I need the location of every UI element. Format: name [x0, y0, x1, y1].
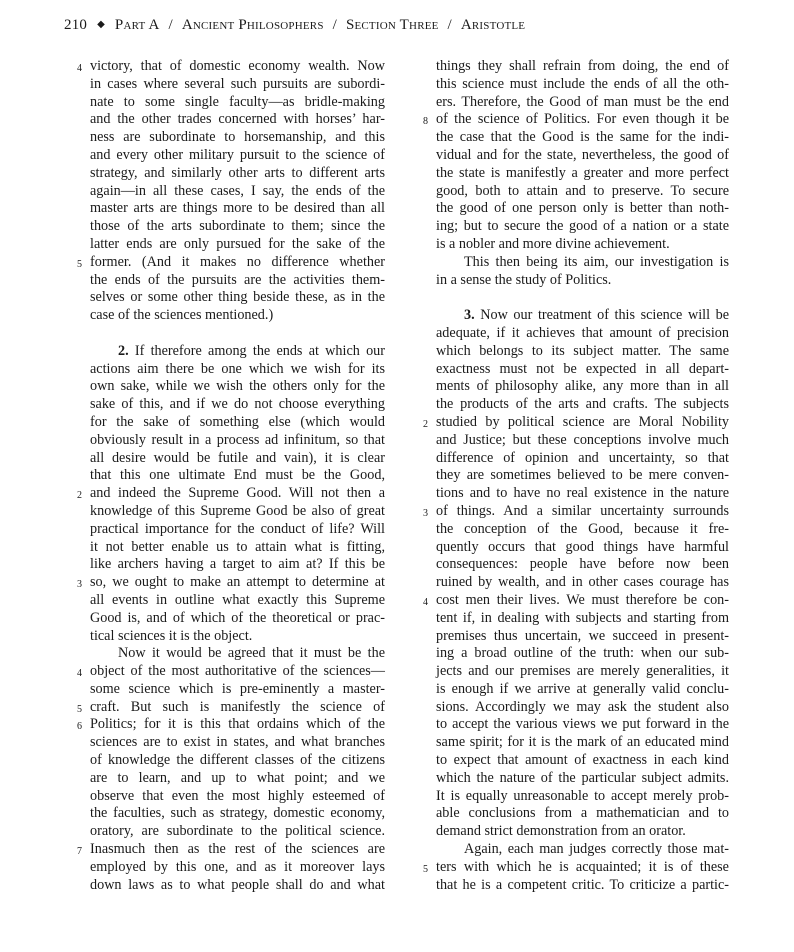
line-text: that he is a competent critic. To criticize a partic-: [436, 876, 729, 893]
text-line: [423, 413, 729, 432]
line-text: obviously result in a process ad infinitum, so that: [90, 431, 385, 448]
paragraph-gap: [90, 325, 385, 343]
line-text: in cases where several such pursuits are subordi-: [90, 75, 385, 92]
text-line: [90, 94, 385, 112]
line-text: and every other military pursuit to the science of: [90, 146, 385, 163]
text-line: [90, 272, 385, 290]
text-line: [90, 76, 385, 94]
line-text: and the other trades concerned with horses’ har-: [90, 111, 385, 128]
text-line: [77, 663, 385, 681]
line-text: good, both to attain and to preserve. To secure: [436, 182, 729, 199]
line-text: victory, that of domestic economy wealth. Now: [90, 58, 385, 74]
margin-line-marker: 3: [77, 579, 82, 591]
line-text: oratory, are subordinate to the political science.: [90, 823, 385, 840]
line-text: If therefore among the ends at which our: [134, 342, 386, 359]
margin-line-marker: 7: [77, 846, 82, 858]
line-text: the state is manifestly a greater and more perfect: [436, 164, 729, 181]
line-text: of things. And a similar uncertainty surrounds: [436, 502, 729, 519]
text-line: [436, 485, 729, 503]
line-text: demand strict demonstration from an orator.: [436, 823, 686, 840]
text-line: [90, 343, 385, 361]
line-text: premises thus uncertain, we succeed in present-: [436, 627, 729, 644]
line-text: strategy, and similarly other arts to different arts: [90, 164, 385, 181]
line-text: and Justice; but these conceptions involve much: [436, 431, 729, 448]
header-bullet-icon: ◆: [97, 19, 105, 30]
line-text: in a sense the study of Politics.: [436, 271, 612, 288]
text-line: [436, 378, 729, 396]
text-line: [90, 218, 385, 236]
text-line: [436, 218, 729, 236]
line-text: master arts are things more to be desired than all: [90, 200, 385, 217]
text-line: [90, 450, 385, 468]
text-line: [90, 361, 385, 379]
text-line: [423, 111, 729, 129]
text-line: [436, 396, 729, 414]
header-section: Section Three: [345, 17, 439, 33]
line-text: latter ends are only pursued for the sake of the: [90, 235, 385, 252]
text-line: [77, 485, 385, 503]
line-text: to expect that amount of exactness in each kind: [436, 752, 729, 769]
text-line: [436, 823, 729, 841]
line-text: Politics; for it is this that ordains which of the: [90, 716, 385, 733]
text-line: [436, 539, 729, 557]
line-text: Now our treatment of this science will be: [480, 307, 730, 324]
line-text: that this one ultimate End must be the Good,: [90, 467, 385, 484]
line-text: former. (And it makes no difference whether: [90, 253, 385, 270]
text-line: [436, 877, 729, 895]
line-text: ruined by wealth, and in other cases courage has: [436, 574, 729, 591]
line-text: the good of one person only is better than noth-: [436, 200, 729, 217]
text-line: [436, 841, 729, 859]
text-line: [436, 681, 729, 699]
line-text: are to learn, and up to what point; and we: [90, 769, 385, 786]
text-line: [436, 467, 729, 485]
line-text: exactness must not be expected in all depart-: [436, 360, 729, 377]
text-line: [436, 752, 729, 770]
text-line: [436, 147, 729, 165]
margin-line-marker: 8: [423, 116, 428, 128]
text-line: [436, 432, 729, 450]
line-text: This then being its aim, our investigation is: [464, 253, 729, 270]
line-text: consequences: people have before now been: [436, 556, 729, 573]
section-number: 3.: [464, 307, 475, 324]
line-text: again—in all these cases, I say, the ends of the: [90, 182, 385, 199]
line-text: practical importance for the conduct of life? Will: [90, 520, 385, 537]
line-text: craft. But such is manifestly the science of: [90, 698, 385, 715]
line-text: the faculties, such as strategy, domestic economy,: [90, 805, 385, 822]
line-text: sions. Accordingly we may ask the student also: [436, 698, 729, 715]
text-line: [90, 307, 385, 325]
line-text: ments of philosophy alike, any more than in all: [436, 378, 729, 395]
text-line: [436, 805, 729, 823]
margin-line-marker: 4: [423, 596, 428, 608]
line-text: the case that the Good is the same for the indi-: [436, 129, 729, 146]
line-text: ing; but to secure the good of a nation or a state: [436, 218, 729, 235]
line-text: sciences are to exist in states, and what branches: [90, 734, 385, 751]
line-text: Inasmuch then as the rest of the sciences are: [90, 841, 385, 858]
margin-line-marker: 2: [423, 418, 428, 430]
text-line: [436, 343, 729, 361]
line-text: they are sometimes believed to be mere conven-: [436, 467, 729, 484]
text-line: [436, 663, 729, 681]
margin-line-marker: 5: [423, 863, 428, 875]
line-text: same spirit; for it is the mark of an educated mind: [436, 734, 729, 751]
text-line: [90, 734, 385, 752]
line-text: own sake, while we wish the others only for the: [90, 378, 385, 395]
text-line: [77, 716, 385, 734]
text-line: [436, 450, 729, 468]
text-line: [90, 610, 385, 628]
text-line: [423, 858, 729, 877]
line-text: so, we ought to make an attempt to determine at: [90, 574, 385, 591]
line-text: the ends of the pursuits are the activities them-: [90, 271, 385, 288]
line-text: to accept the various views we put forward in the: [436, 716, 729, 733]
header-separator: /: [168, 17, 173, 33]
text-line: [90, 681, 385, 699]
text-line: [90, 645, 385, 663]
line-text: some science which is pre-eminently a master-: [90, 680, 385, 697]
text-line: [436, 129, 729, 147]
margin-line-marker: 4: [77, 668, 82, 680]
line-text: jects and our premises are merely generalities, it: [436, 663, 729, 680]
line-text: observe that even the most highly esteemed of: [90, 787, 385, 804]
line-text: employed by this one, and as it moreover lays: [90, 858, 385, 875]
text-line: [436, 58, 729, 76]
line-text: Good is, and of which of the theoretical or prac-: [90, 609, 385, 626]
text-line: [436, 788, 729, 806]
line-text: those of the arts subordinate to them; since the: [90, 218, 385, 235]
line-text: quently occurs that good things have harmful: [436, 538, 729, 555]
text-line: [436, 716, 729, 734]
header-section-group: Ancient Philosophers: [181, 17, 324, 33]
paragraph-gap: [436, 289, 729, 307]
line-text: case of the sciences mentioned.): [90, 307, 274, 324]
line-text: all events in outline what exactly this Supreme: [90, 591, 385, 608]
line-text: which belongs to its subject matter. The same: [436, 342, 729, 359]
line-text: vidual and for the state, nevertheless, the good of: [436, 146, 729, 163]
text-line: [90, 805, 385, 823]
text-line: [436, 574, 729, 592]
text-line: [90, 503, 385, 521]
text-line: [90, 788, 385, 806]
text-line: [90, 147, 385, 165]
line-text: it not better enable us to attain what is fitting,: [90, 538, 385, 555]
header-part: Part A: [114, 17, 160, 33]
text-line: [90, 752, 385, 770]
text-line: [436, 628, 729, 646]
text-line: [436, 94, 729, 112]
text-line: [77, 574, 385, 592]
text-line: [90, 521, 385, 539]
margin-line-marker: 2: [77, 490, 82, 502]
text-line: [77, 698, 385, 717]
text-line: [436, 272, 729, 290]
section-number: 2.: [118, 342, 129, 359]
text-line: [90, 289, 385, 307]
text-line: [436, 183, 729, 201]
line-text: down laws as to what people shall do and what: [90, 876, 385, 893]
header-separator: /: [332, 17, 337, 33]
text-line: [436, 325, 729, 343]
text-line: [90, 200, 385, 218]
line-text: ters with which he is acquainted; it is of these: [436, 858, 729, 875]
text-line: [436, 200, 729, 218]
line-text: is enough if we arrive at generally valid conclu-: [436, 680, 729, 697]
text-line: [436, 556, 729, 574]
line-text: Again, each man judges correctly those mat-: [464, 841, 729, 858]
line-text: ers. Therefore, the Good of man must be the end: [436, 93, 729, 110]
running-header: [64, 17, 744, 34]
text-line: [436, 307, 729, 325]
text-line: [436, 254, 729, 272]
line-text: knowledge of this Supreme Good be also of great: [90, 502, 385, 519]
text-line: [90, 467, 385, 485]
line-text: things they shall refrain from doing, the end of: [436, 58, 729, 74]
text-line: [436, 76, 729, 94]
line-text: Now it would be agreed that it must be the: [118, 645, 385, 662]
line-text: like archers having a target to aim at? If this be: [90, 556, 385, 573]
header-author: Aristotle: [460, 17, 526, 33]
text-line: [436, 236, 729, 254]
text-line: [436, 645, 729, 663]
text-line: [90, 378, 385, 396]
text-line: [423, 502, 729, 521]
line-text: cost men their lives. We must therefore be con-: [436, 591, 729, 608]
text-line: [423, 591, 729, 610]
text-line: [436, 770, 729, 788]
text-line: [90, 823, 385, 841]
margin-line-marker: 6: [77, 721, 82, 733]
text-line: [436, 734, 729, 752]
text-line: [90, 432, 385, 450]
line-text: this science must include the ends of all the oth-: [436, 75, 729, 92]
text-line: [436, 521, 729, 539]
line-text: which the nature of the particular subject admits.: [436, 769, 729, 786]
text-line: [90, 539, 385, 557]
header-separator: /: [447, 17, 452, 33]
line-text: and indeed the Supreme Good. Will not then a: [90, 485, 385, 502]
line-text: difference of opinion and uncertainty, so that: [436, 449, 729, 466]
text-line: [90, 859, 385, 877]
line-text: ing a broad outline of the truth: when our sub-: [436, 645, 729, 662]
text-line: [90, 165, 385, 183]
text-line: [77, 58, 385, 76]
text-line: [90, 628, 385, 646]
text-line: [90, 556, 385, 574]
line-text: sake of this, and if we do not choose everything: [90, 396, 385, 413]
line-text: studied by political science are Moral Nobility: [436, 413, 729, 430]
text-line: [436, 165, 729, 183]
line-text: selves or some other thing beside these, as in the: [90, 289, 385, 306]
text-line: [77, 253, 385, 272]
text-line: [90, 183, 385, 201]
text-line: [436, 361, 729, 379]
text-line: [90, 111, 385, 129]
line-text: ness are subordinate to horsemanship, and this: [90, 129, 385, 146]
margin-line-marker: 5: [77, 258, 82, 270]
line-text: actions aim there be one which we wish for its: [90, 360, 385, 377]
left-text-column: [77, 58, 386, 894]
line-text: of the science of Politics. For even though it be: [436, 111, 729, 128]
text-line: [90, 770, 385, 788]
margin-line-marker: 3: [423, 507, 428, 519]
line-text: for the sake of something else (which would: [90, 413, 385, 430]
line-text: of knowledge the different classes of the citizens: [90, 752, 385, 769]
text-line: [90, 877, 385, 895]
line-text: tent if, in dealing with subjects and starting from: [436, 609, 729, 626]
text-line: [90, 592, 385, 610]
text-line: [90, 129, 385, 147]
line-text: able conclusions from a mathematician and to: [436, 805, 729, 822]
margin-line-marker: 4: [77, 63, 82, 74]
line-text: object of the most authoritative of the sciences—: [90, 663, 385, 680]
line-text: tions and to have no real existence in the nature: [436, 485, 729, 502]
line-text: nate to some single faculty—as bridle-making: [90, 93, 385, 110]
line-text: all desire would be futile and vain), it is clear: [90, 449, 385, 466]
right-text-column: [423, 58, 730, 894]
text-line: [90, 236, 385, 254]
text-line: [77, 841, 385, 859]
text-line: [90, 396, 385, 414]
line-text: It is equally unreasonable to accept merely prob-: [436, 787, 729, 804]
line-text: tical sciences it is the object.: [90, 627, 253, 644]
text-line: [90, 414, 385, 432]
line-text: is a nobler and more divine achievement.: [436, 235, 670, 252]
margin-line-marker: 5: [77, 703, 82, 715]
line-text: the conception of the Good, because it fre-: [436, 520, 729, 537]
page-number: 210: [64, 17, 88, 33]
line-text: adequate, if it achieves that amount of precision: [436, 324, 729, 341]
text-line: [436, 699, 729, 717]
text-line: [436, 610, 729, 628]
line-text: the products of the arts and crafts. The subjects: [436, 396, 729, 413]
